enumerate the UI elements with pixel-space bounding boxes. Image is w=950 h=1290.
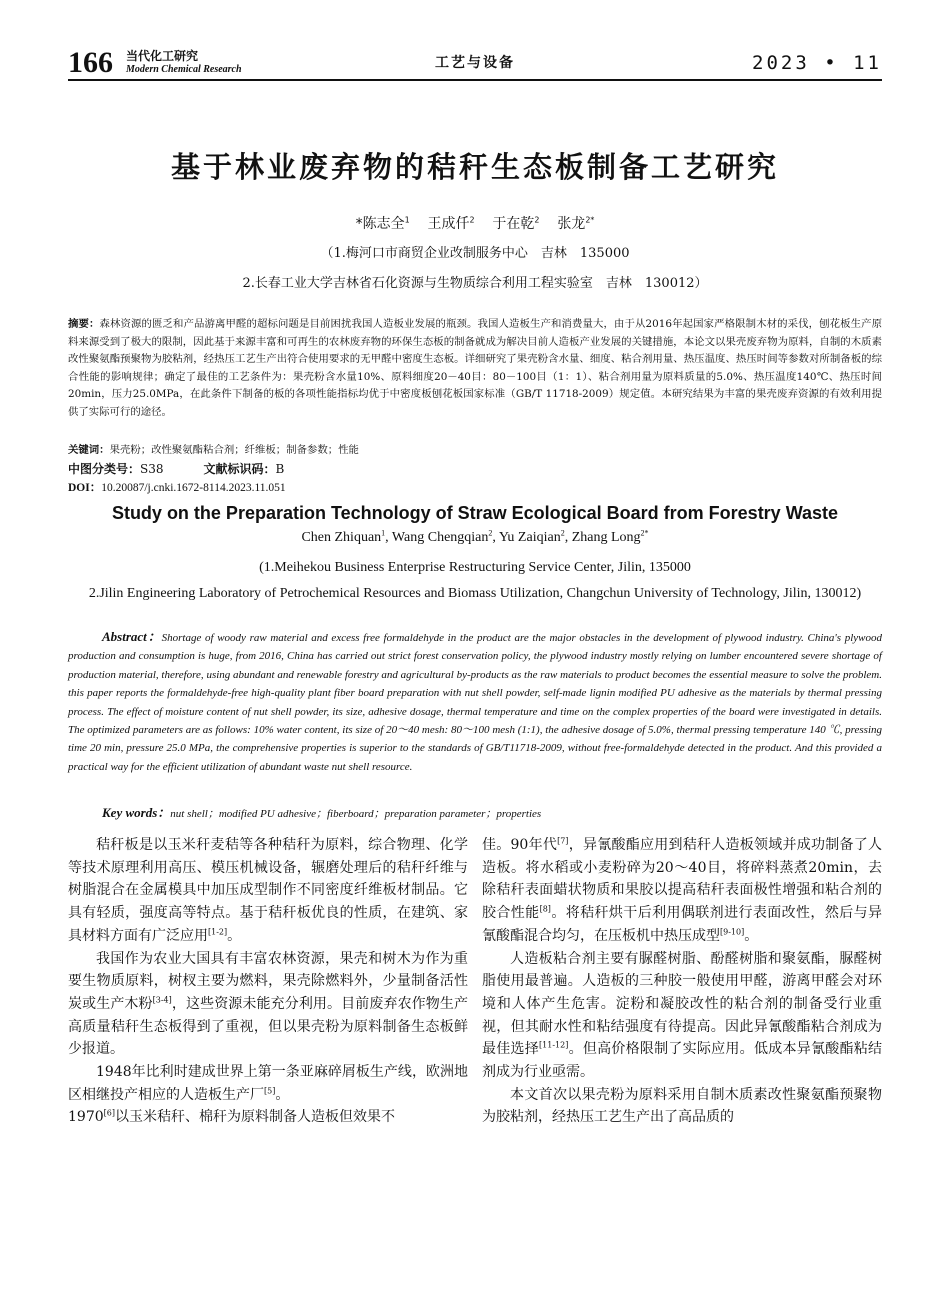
- paragraph: 1948年比利时建成世界上第一条亚麻碎屑板生产线，欧洲地区相继投产相应的人造板生产厂[5]。: [68, 1064, 468, 1103]
- author: Zhang Long: [571, 530, 641, 545]
- body-column-right: [482, 834, 882, 1129]
- keywords-en: [102, 802, 882, 821]
- doi-link[interactable]: 10.20087/j.cnki.1672-8114.2023.11.051: [101, 482, 286, 494]
- section-name: 工艺与设备: [435, 55, 515, 71]
- abstract-en-label: Abstract：: [102, 629, 162, 644]
- paragraph: 本文首次以果壳粉为原料采用自制木质素改性聚氨酯预聚物为胶粘剂，经热压工艺生产出了高品质的: [482, 1086, 882, 1126]
- title-en: Study on the Preparation Technology of Straw Ecological Board from Forestry Waste: [111, 503, 839, 523]
- header-rule: [68, 79, 882, 81]
- abstract-cn: [68, 316, 882, 422]
- journal-name-en: Modern Chemical Research: [126, 64, 242, 75]
- abstract-cn-text: 森林资源的匮乏和产品游离甲醛的超标问题是目前困扰我国人造板业发展的瓶颈。我国人造板生产和消费量大，由于从2016年起国家严格限制木材的采伐，刨花板生产原料来源受到了极大的限制，因此基于来源丰富和可再生的农林废弃物的环保生态板的制备就成为解决目前人造板产业发展的关键措施，本论文以果壳废弃物为原料，自制的木质素改性聚氨酯预聚物为胶粘剂，经热压工艺生产出符合使用要求的无甲醛中密度生态板。详细研究了果壳粉含水量、细度、粘合剂用量、热压温度、热压时间等参数对所制备板的综合性能的影响规律；确定了最佳的工艺条件为：果壳粉含水量10%、原料细度20－40目：80－100目（1：1）、粘合剂用量为原料质量的5.0%、热压温度140℃、热压时间20min，压力25.0MPa，在此条件下制备的板的各项性能指标均优于中密度板刨花板国家标准（GB/T 11718-2009）规定值。本研究结果为丰富的果壳废弃资源的有效利用提供了实际可行的途径。: [68, 318, 883, 418]
- citation[interactable]: [9-10]: [720, 927, 745, 937]
- journal-name-cn: 当代化工研究: [126, 49, 199, 63]
- keywords-cn-label: 关键词：: [68, 444, 110, 456]
- keywords-en-text: nut shell；modified PU adhesive；fiberboard；preparation parameter；properties: [170, 808, 542, 820]
- clc-label: 中图分类号：: [68, 462, 141, 476]
- author: 于在乾: [492, 216, 535, 232]
- author: 王成仟: [427, 216, 470, 232]
- citation[interactable]: [8]: [539, 904, 551, 914]
- author: Wang Chengqian: [391, 530, 489, 545]
- page-header: [68, 44, 882, 78]
- abstract-en: [68, 628, 882, 776]
- keywords-en-label: Key words：: [102, 805, 171, 820]
- author-sup: 1: [381, 528, 386, 538]
- author: Yu Zaiqian: [498, 530, 561, 545]
- citation[interactable]: [3-4]: [152, 995, 172, 1005]
- issue-label: 2023 • 11: [752, 52, 882, 74]
- authors-cn: [0, 213, 950, 233]
- abstract-en-text: Shortage of woody raw material and excess free formaldehyde in the product are the major obstacles in the development of plywood industry. China's plywood production and consumption is huge, from 2016, China has carried out strict forest conservation policy, the plywood industry mostly relying on lumber encountered severe shortage of production material, therefore, using abundant and renewable forestry and agricultural by-products as the raw materials to product becomes the essential measure to solve the problem. this paper reports the formaldehyde-free high-quality plant fiber board preparation with nut shell powder, self-made lignin modified PU adhesive as the materials by thermal pressing process. The effect of moisture content of nut shell powder, its size, adhesive dosage, thermal temperature and time on the complex properties of the board were investigated in details. The optimized parameters are as follows: 10% water content, its size of 20～40 mesh: 80～100 mesh (1:1), the adhesive dosage of 5.0%, thermal pressing temperature 140 ℃, pressing time 20 min, pressure 25.0 MPa, the comprehensive properties is superior to the standards of GB/T11718-2009, without free-formaldehyde detected in the product. And this provided a practical way for the efficient utilization of abundant waste nut shell resource.: [68, 632, 882, 773]
- author-sup: 2*: [585, 215, 595, 225]
- doi-label: DOI：: [68, 482, 102, 494]
- paragraph: 1970[6]以玉米秸秆、棉秆为原料制备人造板但效果不: [68, 1108, 395, 1126]
- affiliation-en-1: (1.Meihekou Business Enterprise Restructuring Service Center, Jilin, 135000: [259, 560, 691, 575]
- authors-en: Chen Zhiquan$^1$, Wang Chengqian$^2$, Yu Zaiqian$^2$, Zhang Long$^{2*}$: [301, 528, 649, 545]
- author-sup: 2: [560, 528, 565, 538]
- doc-code-value: B: [275, 462, 285, 476]
- author-sup: 2*: [640, 528, 649, 538]
- citation[interactable]: [5]: [264, 1086, 276, 1096]
- doc-code-label: 文献标识码：: [203, 462, 276, 476]
- author: *陈志全: [355, 216, 405, 232]
- paragraph: 秸秆板是以玉米秆麦秸等各种秸秆为原料，综合物理、化学等技术原理利用高压、模压机械设备，辗磨处理后的秸秆纤维与树脂混合在金属模具中加压成型制作不同密度纤维板材制品。它具有轻质，强度高等特点。基于秸秆板优良的性质，在建筑、家具材料方面有广泛应用[1-2]。: [68, 837, 468, 944]
- affiliation-cn-2: 2.长春工业大学吉林省石化资源与生物质综合利用工程实验室 吉林 130012）: [242, 276, 708, 291]
- abstract-cn-label: 摘要：: [68, 318, 100, 330]
- paragraph: 我国作为农业大国具有丰富农林资源，果壳和树木为作为重要生物质原料，树杈主要为燃料，果壳除燃料外，少量制备活性炭或生产木粉[3-4]，这些资源未能充分利用。目前废弃农作物生产高质量秸秆生态板得到了重视，但以果壳粉为原料制备生态板鲜少报道。: [68, 950, 469, 1058]
- title-cn: 基于林业废弃物的秸秆生态板制备工艺研究: [170, 150, 779, 184]
- body-column-left: [68, 834, 468, 1129]
- author: 张龙: [557, 216, 586, 232]
- classification: [68, 460, 882, 477]
- doi: [68, 479, 882, 495]
- citation[interactable]: [11-12]: [539, 1040, 569, 1050]
- affiliation-cn-1: （1.梅河口市商贸企业改制服务中心 吉林 135000: [320, 246, 630, 261]
- keywords-cn-text: 果壳粉；改性聚氨酯粘合剂；纤维板；制备参数；性能: [109, 444, 359, 456]
- citation[interactable]: [1-2]: [208, 927, 228, 937]
- paragraph: 人造板粘合剂主要有脲醛树脂、酚醛树脂和聚氨酯，脲醛树脂使用最普遍。人造板的三种胶一般使用甲醛，游离甲醛会对环境和人体产生危害。淀粉和凝胶改性的粘合剂的制备受行业重视，但其耐水性和粘结强度有待提高。因此异氰酸酯粘合剂成为最佳选择[11-12]。但高价格限制了实际应用。低成本异氰酸酯粘结剂成为行业亟需。: [482, 950, 883, 1081]
- author: Chen Zhiquan: [301, 530, 382, 545]
- author-sup: 2: [534, 215, 540, 225]
- keywords-cn: [68, 441, 882, 456]
- author-sup: 2: [469, 215, 475, 225]
- author-sup: 1: [404, 215, 410, 225]
- affiliation-en-2: 2.Jilin Engineering Laboratory of Petrochemical Resources and Biomass Utilization, Changchun University of Technology, Jilin, 130012): [88, 586, 862, 601]
- citation[interactable]: [6]: [103, 1108, 115, 1118]
- citation[interactable]: [7]: [557, 836, 569, 846]
- author-sup: 2: [488, 528, 493, 538]
- page-number: 166: [68, 46, 113, 79]
- clc-value: S38: [140, 462, 164, 476]
- paragraph: 佳。90年代[7]，异氰酸酯应用到秸秆人造板领域并成功制备了人造板。将水稻或小麦粉碎为20～40目，将碎料蒸煮20min，去除秸秆表面蜡状物质和果胶以提高秸秆表面极性增强和粘合剂的胶合性能[8]。将秸秆烘干后利用偶联剂进行表面改性，然后与异氰酸酯混合均匀，在压板机中热压成型[9-10]。: [482, 836, 883, 944]
